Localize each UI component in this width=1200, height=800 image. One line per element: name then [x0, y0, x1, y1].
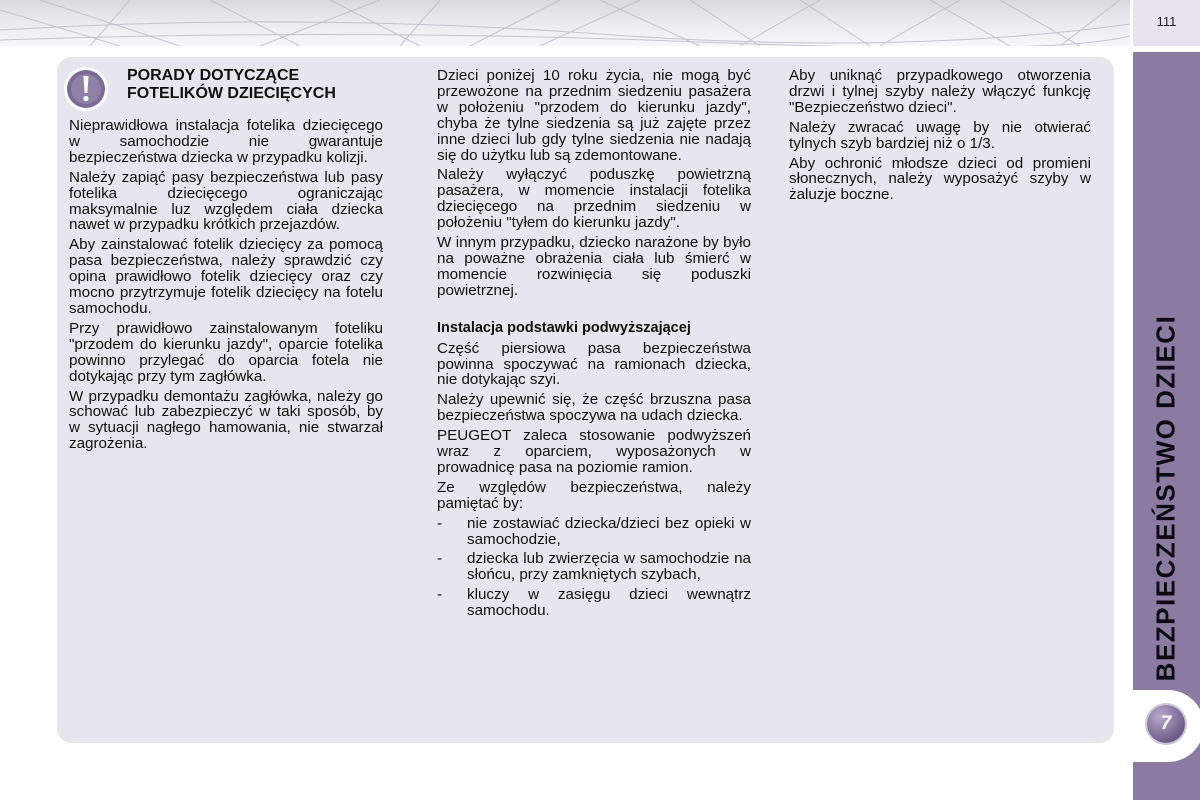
paragraph: Nieprawidłowa instalacja fotelika dziecięcego w samochodzie nie gwarantuje bezpieczeństwa dziecka w przypadku kolizji. [69, 117, 383, 166]
paragraph: Aby ochronić młodsze dzieci od promieni słonecznych, należy wyposażyć szyby w żaluzje boczne. [789, 154, 1091, 204]
bullet-text: kluczy w zasięgu dzieci wewnątrz samochodu. [467, 586, 751, 620]
paragraph: W innym przypadku, dziecko narażone by było na poważne obrażenia ciała lub śmierć w momencie rozwinięcia się poduszki powietrznej. [437, 234, 751, 299]
paragraph: Należy zapiąć pasy bezpieczeństwa lub pasy fotelika dziecięcego ograniczając maksymalnie luz względem ciała dziecka nawet w przypadku krótkich przejazdów. [69, 168, 383, 234]
paragraph: Przy prawidłowo zainstalowanym foteliku "przodem do kierunku jazdy", oparcie fotelika powinno przylegać do oparcia fotela nie dotykając przy tym zagłówka. [69, 319, 383, 385]
paragraph: Dzieci poniżej 10 roku życia, nie mogą być przewożone na przednim siedzeniu pasażera w położeniu "przodem do kierunku jazdy", chyba że tylne siedzenia są już zajęte przez inne dzieci lub gdy tylne siedzenia nie nadają się do użytku lub są zdemontowane. [437, 67, 751, 164]
subheading: Instalacja podstawki podwyższającej [437, 319, 691, 336]
column-1 [69, 118, 383, 456]
section-heading: PORADY DOTYCZĄCE FOTELIKÓW DZIECIĘCYCH [127, 67, 336, 102]
bullet-item [437, 516, 751, 548]
bullet-item [437, 587, 751, 619]
bullet-dash: - [437, 586, 443, 604]
paragraph: Część piersiowa pasa bezpieczeństwa powinna spoczywać na ramionach dziecka, nie dotykając szyi. [437, 339, 751, 389]
column-2 [437, 68, 751, 623]
page-number: 111 [1156, 14, 1177, 29]
bullet-item [437, 551, 751, 583]
paragraph: PEUGEOT zaleca stosowanie podwyższeń wraz z oparciem, wyposażonych w prowadnicę pasa na poziomie ramion. [437, 427, 751, 476]
paragraph: Należy zwracać uwagę by nie otwierać tylnych szyb bardziej niż o 1/3. [789, 118, 1091, 152]
paragraph: W przypadku demontażu zagłówka, należy go schować lub zabezpieczyć w taki sposób, by w sytuacji nagłego hamowania, nie stwarzał zagrożenia. [69, 387, 383, 453]
paragraph: Ze względów bezpieczeństwa, należy pamiętać by: [437, 478, 751, 512]
exclamation-icon [63, 66, 109, 112]
bullet-text: nie zostawiać dziecka/dzieci bez opieki w samochodzie, [467, 514, 751, 548]
header-decoration [0, 0, 1130, 46]
paragraph: Należy wyłączyć poduszkę powietrzną pasażera, w momencie instalacji fotelika dziecięcego na przednim siedzeniu w położeniu "tyłem do kierunku jazdy". [437, 166, 751, 232]
paragraph: Należy upewnić się, że część brzuszna pasa bezpieczeństwa spoczywa na udach dziecka. [437, 391, 751, 425]
bullet-text: dziecka lub zwierzęcia w samochodzie na słońcu, przy zamkniętych szybach, [467, 550, 751, 584]
bullet-dash: - [437, 550, 443, 568]
bullet-dash: - [437, 514, 443, 532]
paragraph: Aby zainstalować fotelik dziecięcy za pomocą pasa bezpieczeństwa, należy sprawdzić czy opina prawidłowo fotelik dziecięcy oraz czy mocno przytrzymuje fotelik dziecięcy na fotelu samochodu. [69, 236, 383, 317]
column-3 [789, 68, 1091, 207]
header-pattern [0, 0, 1130, 46]
chapter-number-badge: 7 [1147, 705, 1185, 743]
paragraph: Aby uniknąć przypadkowego otworzenia drzwi i tylnej szyby należy włączyć funkcję "Bezpieczeństwo dzieci". [789, 67, 1091, 116]
chapter-title: BEZPIECZEŃSTWO DZIECI [1150, 314, 1181, 682]
